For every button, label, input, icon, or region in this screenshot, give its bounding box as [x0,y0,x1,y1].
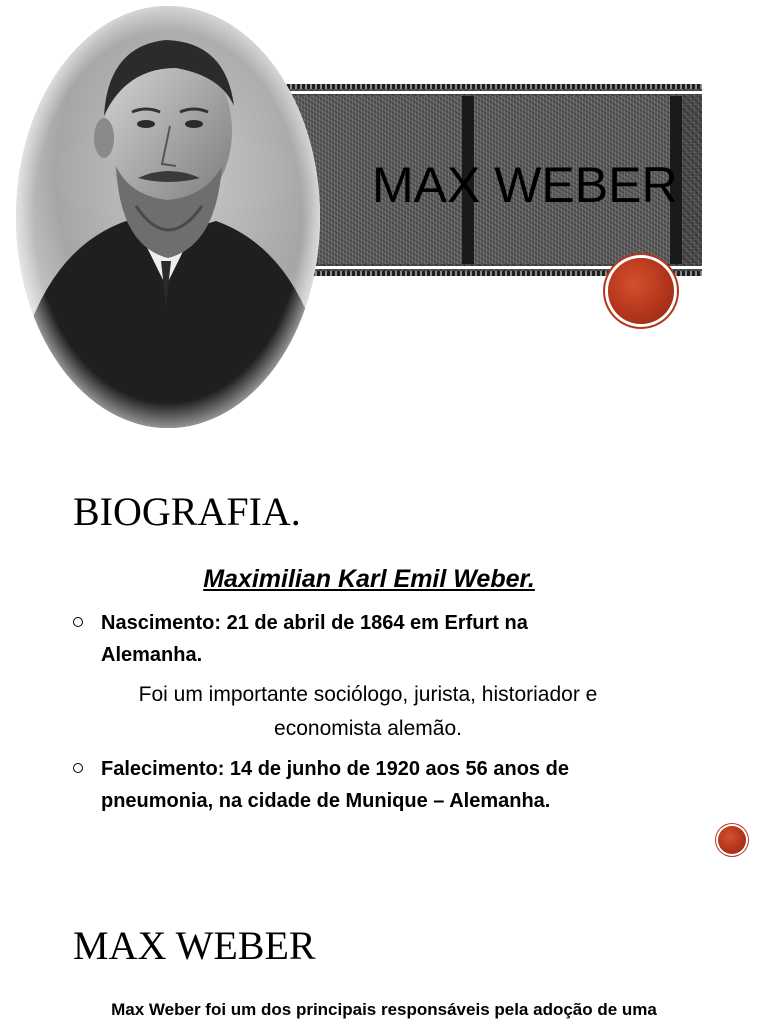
band-edge-top-gap [262,91,702,94]
description-text: Foi um importante sociólogo, jurista, historiador e economista alemão. [138,683,598,740]
full-name: Maximilian Karl Emil Weber. [203,565,535,593]
bullet-text: Nascimento: 21 de abril de 1864 em Erfurt na Alemanha. [101,612,528,666]
bullet-item-death [73,753,633,817]
portrait-photo [16,6,320,428]
biography-heading: BIOGRAFIA. [73,489,301,534]
bullet-circle-icon [73,617,83,627]
bullet-item-birth [73,607,633,671]
section-heading: MAX WEBER [73,923,316,968]
slide-title: MAX WEBER [372,157,678,213]
band-edge-top [262,84,702,89]
accent-circle-icon [718,826,746,854]
bullet-text: Falecimento: 14 de junho de 1920 aos 56 anos de pneumonia, na cidade de Munique – Alemanha. [101,758,569,812]
title-slide [0,0,768,440]
bullet-circle-icon [73,763,83,773]
body-text: Max Weber foi um dos principais responsáveis pela adoção de uma [111,1000,657,1019]
accent-circle-icon [608,258,674,324]
